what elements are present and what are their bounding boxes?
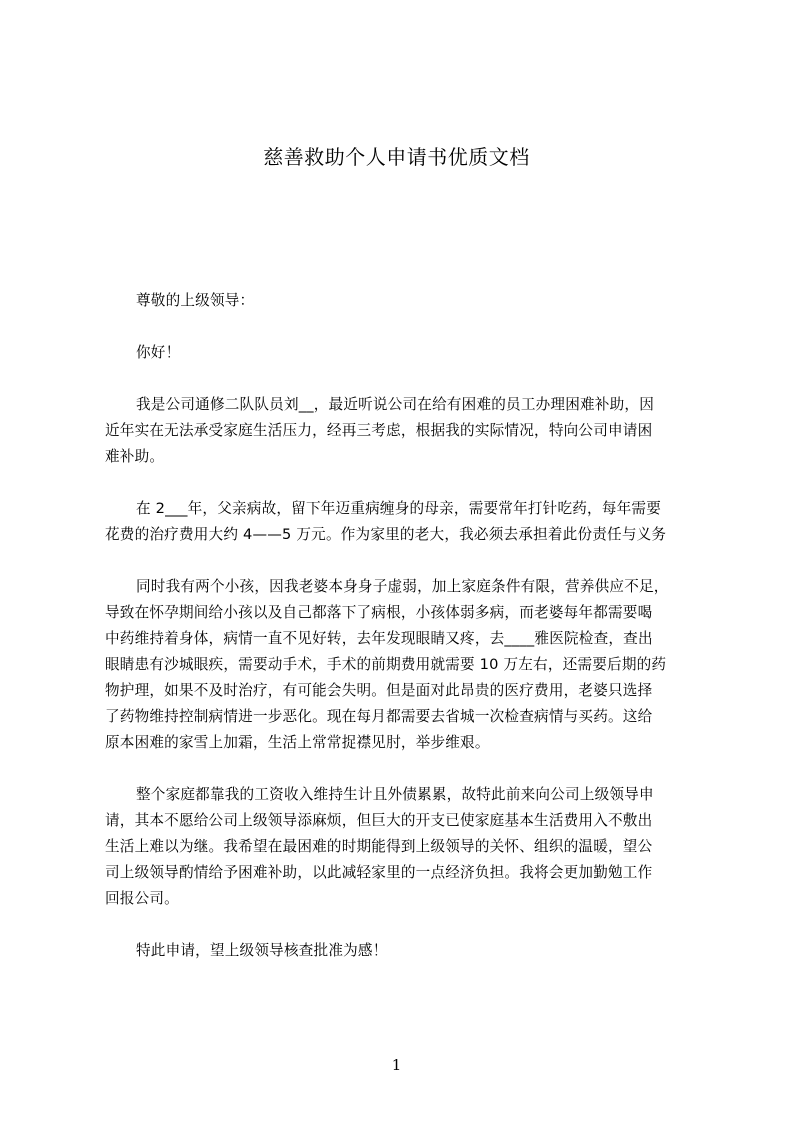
paragraph-line: 在 2___年，父亲病故，留下年迈重病缠身的母亲，需要常年打针吃药，每年需要: [136, 500, 662, 517]
body-paragraph: [105, 496, 698, 548]
closing-statement: 特此申请，望上级领导核查批准为感！: [136, 942, 388, 959]
paragraph-line: 了药物维持控制病情进一步恶化。现在每月都需要去省城一次检查病情与买药。这给: [105, 708, 653, 725]
paragraph-line: 请，其本不愿给公司上级领导添麻烦，但巨大的开支已使家庭基本生活费用入不敷出: [105, 812, 653, 829]
body-paragraph: [105, 782, 698, 912]
paragraph-line: 中药维持着身体，病情一直不见好转，去年发现眼睛又疼，去____雅医院检查，查出: [105, 630, 653, 647]
greeting: 你好！: [136, 344, 181, 361]
paragraph-line: 同时我有两个小孩，因我老婆本身身子虚弱，加上家庭条件有限，营养供应不足，: [136, 578, 669, 595]
paragraph-line: 近年实在无法承受家庭生活压力，经再三考虑，根据我的实际情况，特向公司申请困: [105, 422, 653, 439]
document-body: [105, 288, 698, 990]
page-number: 1: [391, 1056, 402, 1074]
paragraph-line: 物护理，如果不及时治疗，有可能会失明。但是面对此昂贵的医疗费用，老婆只选择: [105, 682, 653, 699]
paragraph-line: 回报公司。: [105, 890, 179, 907]
paragraph-line: 整个家庭都靠我的工资收入维持生计且外债累累，故特此前来向公司上级领导申: [136, 786, 654, 803]
paragraph-line: 生活上难以为继。我希望在最困难的时期能得到上级领导的关怀、组织的温暖，望公: [105, 838, 653, 855]
paragraph-line: 我是公司通修二队队员刘__，最近听说公司在给有困难的员工办理困难补助，因: [136, 396, 654, 413]
body-paragraph: [105, 574, 698, 756]
paragraph-line: 花费的治疗费用大约 4——5 万元。作为家里的老大，我必须去承担着此份责任与义务: [105, 526, 667, 543]
paragraph-line: 导致在怀孕期间给小孩以及自己都落下了病根，小孩体弱多病，而老婆每年都需要喝: [105, 604, 653, 621]
paragraph-line: 眼睛患有沙城眼疾，需要动手术，手术的前期费用就需要 10 万左右，还需要后期的药: [105, 656, 667, 673]
paragraph-line: 司上级领导酌情给予困难补助，以此减轻家里的一点经济负担。我将会更加勤勉工作: [105, 864, 653, 881]
body-paragraph: [105, 392, 698, 470]
document-title: 慈善救助个人申请书优质文档: [263, 145, 530, 169]
paragraph-line: 原本困难的家雪上加霜，生活上常常捉襟见肘，举步维艰。: [105, 734, 490, 751]
paragraph-line: 难补助。: [105, 448, 165, 465]
salutation: 尊敬的上级领导：: [136, 292, 255, 309]
